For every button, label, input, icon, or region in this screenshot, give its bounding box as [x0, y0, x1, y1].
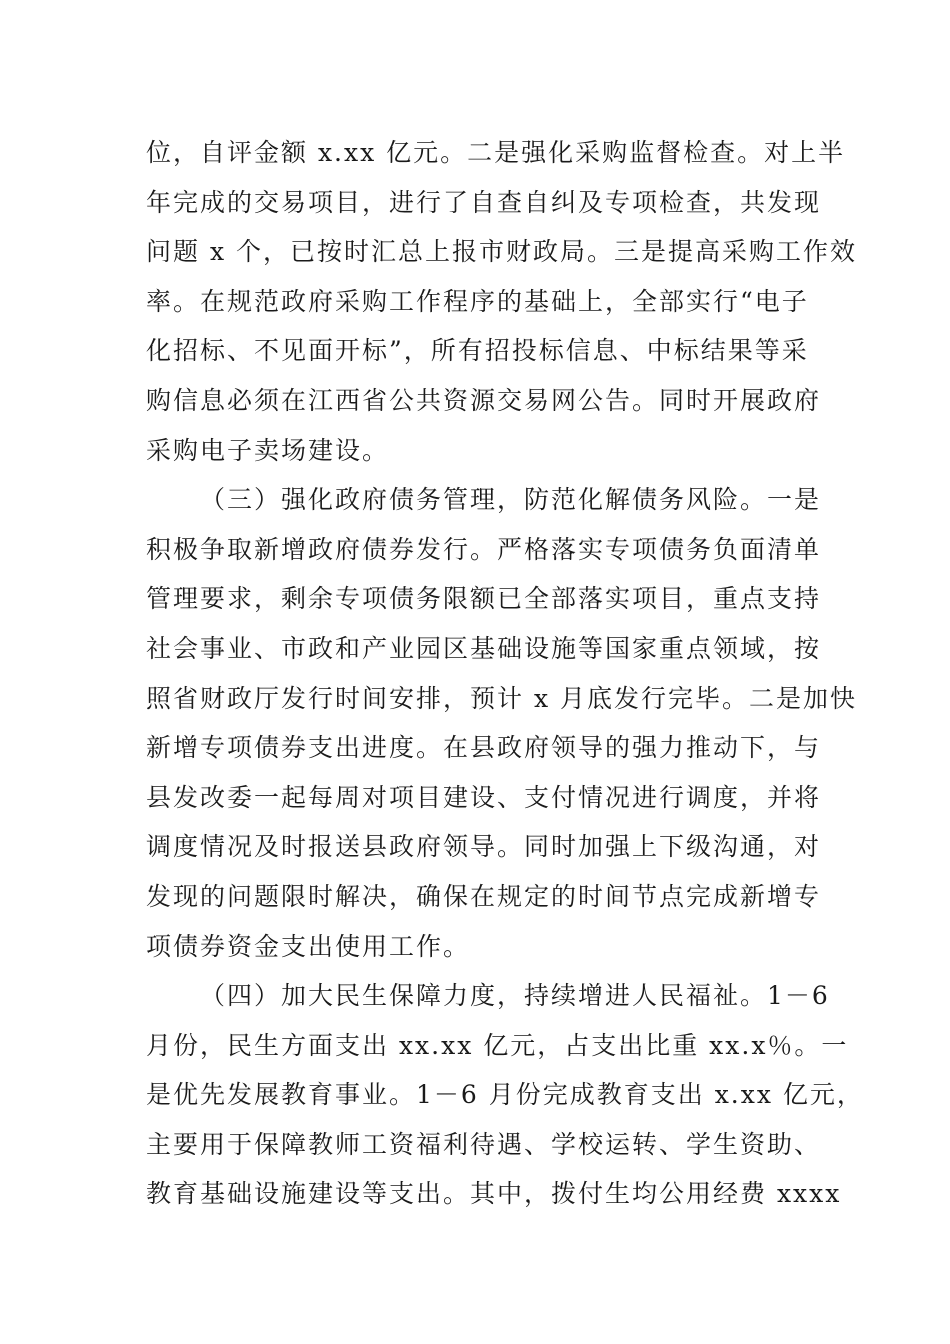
- text-line: 年完成的交易项目，进行了自查自纠及专项检查，共发现: [146, 187, 822, 217]
- text-line: 照省财政厅发行时间安排，预计 x 月底发行完毕。二是加快: [146, 683, 857, 713]
- text-line: 化招标、不见面开标”，所有招投标信息、中标结果等采: [146, 336, 809, 366]
- text-line: 县发改委一起每周对项目建设、支付情况进行调度，并将: [146, 782, 822, 812]
- text-line: 积极争取新增政府债券发行。严格落实专项债务负面清单: [146, 534, 822, 564]
- text-line: 主要用于保障教师工资福利待遇、学校运转、学生资助、: [146, 1129, 822, 1159]
- text-line: 是优先发展教育事业。1－6 月份完成教育支出 x.xx 亿元，: [146, 1080, 864, 1110]
- text-line: 问题 x 个，已按时汇总上报市财政局。三是提高采购工作效: [146, 237, 857, 267]
- section-heading-line: （四）加大民生保障力度，持续增进人民福祉。1－6: [200, 981, 830, 1011]
- text-line: 发现的问题限时解决，确保在规定的时间节点完成新增专: [146, 881, 822, 911]
- text-line: 购信息必须在江西省公共资源交易网公告。同时开展政府: [146, 385, 822, 415]
- text-line: 调度情况及时报送县政府领导。同时加强上下级沟通，对: [146, 832, 822, 862]
- text-line: 月份，民生方面支出 xx.xx 亿元，占支出比重 xx.x％。一: [146, 1030, 849, 1060]
- text-line: 社会事业、市政和产业园区基础设施等国家重点领域，按: [146, 633, 822, 663]
- section-heading-line: （三）强化政府债务管理，防范化解债务风险。一是: [200, 485, 822, 515]
- text-line: 率。在规范政府采购工作程序的基础上，全部实行“电子: [146, 286, 809, 316]
- text-line: 位，自评金额 x.xx 亿元。二是强化采购监督检查。对上半: [146, 138, 846, 167]
- text-line: 采购电子卖场建设。: [146, 435, 390, 465]
- text-line: 管理要求，剩余专项债务限额已全部落实项目，重点支持: [146, 584, 822, 614]
- text-line: 项债券资金支出使用工作。: [146, 931, 471, 961]
- body-text: [146, 128, 864, 1219]
- text-line: 教育基础设施建设等支出。其中，拨付生均公用经费 xxxx: [146, 1179, 842, 1209]
- text-line: 新增专项债券支出进度。在县政府领导的强力推动下，与: [146, 733, 822, 763]
